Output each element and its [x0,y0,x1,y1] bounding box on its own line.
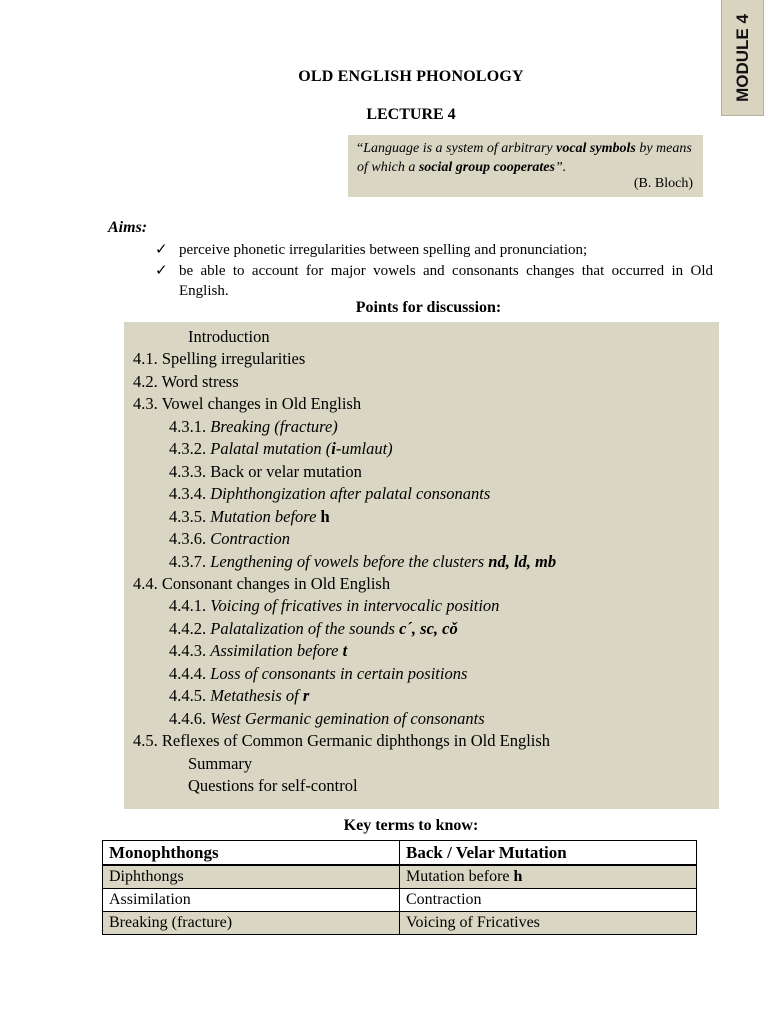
point-item [169,664,467,684]
point-bold: i [331,439,336,458]
point-text: Vowel changes in Old English [161,394,362,413]
point-item [133,349,305,369]
point-number: 4.3.6. [169,529,211,548]
point-number: 4.5. [133,731,162,750]
aim-text: be able to account for major vowels and consonants changes that occurred in Old English. [179,263,713,299]
table-cell: Diphthongs [103,865,400,889]
point-text: Loss of consonants in certain positions [210,664,468,683]
table-cell: Back / Velar Mutation [400,841,697,866]
key-terms-table [102,840,697,935]
table-cell-text: Mutation before [406,868,514,885]
table-cell: Monophthongs [103,841,400,866]
quote-bold-1: vocal symbols [556,141,636,156]
table-cell: Breaking (fracture) [103,912,400,935]
table-row [103,865,697,889]
point-text: Reflexes of Common Germanic diphthongs in Old English [161,731,551,750]
aim-text: perceive phonetic irregularities between spelling and pronunciation; [179,242,588,258]
point-number: 4.4.1. [169,596,211,615]
point-number: 4.4.5. [169,686,211,705]
table-cell: Assimilation [103,889,400,912]
point-item [169,484,490,504]
point-item [169,529,290,549]
point-item [188,327,270,347]
point-item [133,731,550,751]
quote-text-1: Language is a system of arbitrary [363,141,557,156]
point-text: West Germanic gemination of consonants [210,709,485,728]
aim-item [155,261,713,301]
module-tab-label: MODULE 4 [732,13,752,102]
point-text: Metathesis of [210,686,303,705]
point-item [169,439,393,459]
lecture-heading: LECTURE 4 [366,106,456,123]
aims-heading: Aims: [108,219,148,236]
point-text: Lengthening of vowels before the clusters [210,552,489,571]
point-text: Back or velar mutation [210,462,362,481]
point-number: 4.3.5. [169,507,211,526]
point-item [169,552,556,572]
point-text: Palatalization of the sounds [210,619,400,638]
point-text: Diphthongization after palatal consonants [210,484,491,503]
point-number: 4.3.2. [169,439,211,458]
quote-text-2: by means of which a [357,141,692,175]
point-text: Contraction [210,529,291,548]
quote-bold-2: social group cooperates [418,160,555,175]
point-number: 4.3. [133,394,162,413]
table-cell: Voicing of Fricatives [400,912,697,935]
point-text: Spelling irregularities [161,349,306,368]
table-row [103,889,697,912]
aim-item [155,240,713,260]
point-item [133,372,239,392]
point-text: Introduction [188,327,270,346]
point-text: Breaking (fracture) [210,417,338,436]
point-item [133,394,361,414]
point-item [188,754,252,774]
point-item [169,641,347,661]
point-number: 4.4.3. [169,641,211,660]
point-item [133,574,390,594]
checkmark-icon: ✓ [155,242,168,258]
point-text: Palatal mutation ( [210,439,332,458]
quote-close: ”. [554,160,567,175]
quote-author: (B. Bloch) [633,176,693,191]
table-row [103,912,697,935]
point-item [169,709,485,729]
point-item [169,507,330,527]
point-item [169,417,338,437]
point-item [169,619,458,639]
points-list [124,322,719,809]
table-row [103,841,697,866]
point-bold: h [320,507,330,526]
point-number: 4.4.6. [169,709,211,728]
point-bold: r [302,686,310,705]
point-number: 4.4. [133,574,162,593]
point-number: 4.3.4. [169,484,211,503]
point-bold: t [342,641,348,660]
point-item [169,462,362,482]
point-text: Mutation before [210,507,321,526]
table-cell-bold: h [513,868,523,885]
point-text-after: -umlaut) [335,439,393,458]
point-number: 4.1. [133,349,162,368]
epigraph-quote [348,135,703,197]
point-number: 4.3.7. [169,552,211,571]
checkmark-icon: ✓ [155,263,168,279]
point-number: 4.2. [133,372,162,391]
point-text: Word stress [161,372,239,391]
point-number: 4.3.1. [169,417,211,436]
point-item [169,686,309,706]
point-text: Summary [188,754,253,773]
point-number: 4.4.4. [169,664,211,683]
point-bold: c´, sc, cǒ [399,619,458,638]
point-text: Consonant changes in Old English [161,574,391,593]
points-heading: Points for discussion: [355,299,502,316]
quote-open: “ [357,141,364,156]
key-terms-heading: Key terms to know: [343,817,479,834]
page-title: OLD ENGLISH PHONOLOGY [298,68,524,85]
point-number: 4.4.2. [169,619,211,638]
point-text: Assimilation before [210,641,343,660]
point-item [169,596,499,616]
table-cell [400,865,697,889]
table-cell: Contraction [400,889,697,912]
point-bold: nd, ld, mb [488,552,557,571]
point-item [188,776,358,796]
point-text: Questions for self-control [188,776,358,795]
module-tab [721,0,764,116]
point-text: Voicing of fricatives in intervocalic position [210,596,500,615]
point-number: 4.3.3. [169,462,211,481]
